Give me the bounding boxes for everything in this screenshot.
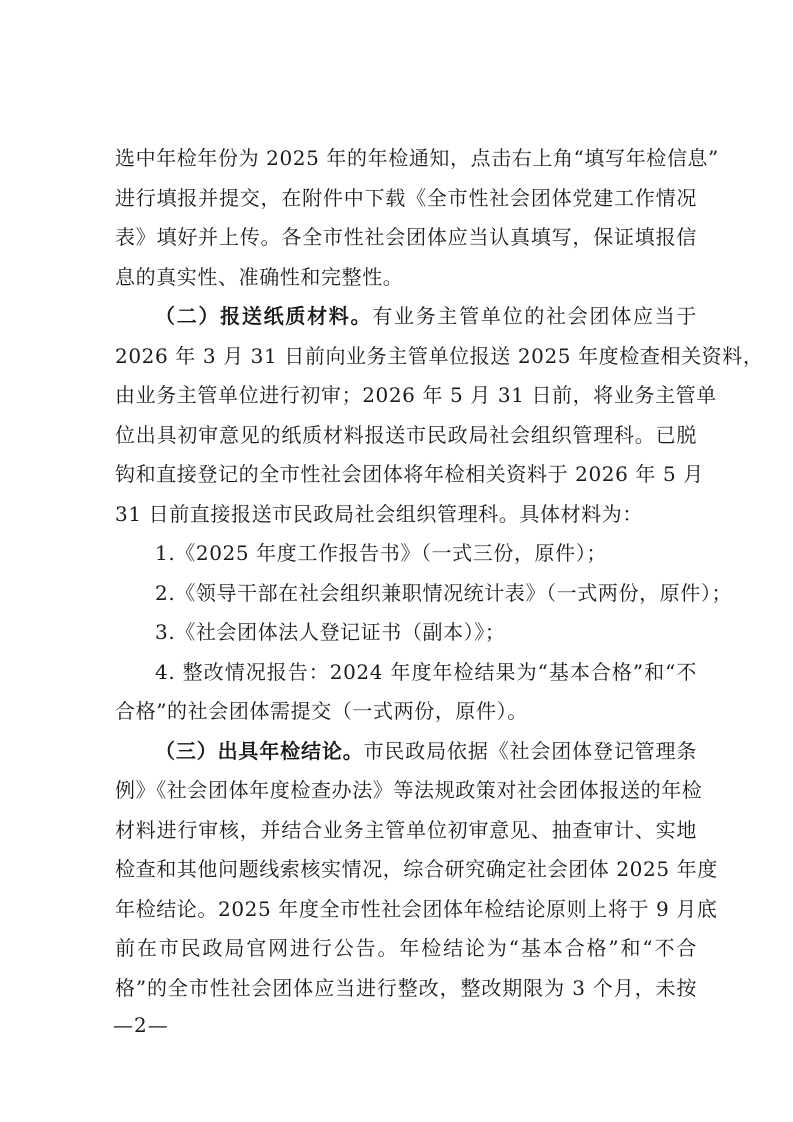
list-item: 2.《领导干部在社会组织兼职情况统计表》（一式两份，原件）； bbox=[155, 580, 733, 605]
paragraph-line: 检查和其他问题线索核实情况，综合研究确定社会团体 2025 年度 bbox=[115, 857, 718, 881]
section-2-heading: （二）报送纸质材料。 bbox=[155, 304, 373, 328]
paragraph-line: 31 日前直接报送市民政局社会组织管理科。具体材料为： bbox=[115, 501, 644, 526]
list-item: 3.《社会团体法人登记证书（副本）》； bbox=[155, 620, 506, 644]
section-3-heading: （三）出具年检结论。 bbox=[155, 738, 364, 763]
paragraph-line: 由业务主管单位进行初审；2026 年 5 月 31 日前，将业务主管单 bbox=[115, 383, 717, 407]
page-number: —2— bbox=[113, 1013, 169, 1037]
paragraph-line: 格”的全市性社会团体应当进行整改，整改期限为 3 个月，未按 bbox=[115, 975, 697, 1000]
section-2-first-line-text: 有业务主管单位的社会团体应当于 bbox=[372, 304, 697, 328]
paragraph-line: 年检结论。2025 年度全市性社会团体年检结论原则上将于 9 月底 bbox=[115, 896, 718, 921]
paragraph-line: 钩和直接登记的全市性社会团体将年检相关资料于 2026 年 5 月 bbox=[115, 462, 704, 486]
paragraph-line: 息的真实性、准确性和完整性。 bbox=[115, 264, 404, 289]
list-item-continuation: 合格”的社会团体需提交（一式两份，原件）。 bbox=[115, 699, 528, 723]
paragraph-line: 例》《社会团体年度检查办法》等法规政策对社会团体报送的年检 bbox=[115, 778, 703, 802]
section-2-first-line bbox=[115, 297, 697, 337]
paragraph-line: 2026 年 3 月 31 日前向业务主管单位报送 2025 年度检查相关资料， bbox=[115, 343, 764, 368]
paragraph-line: 表》填好并上传。各全市性社会团体应当认真填写，保证填报信 bbox=[115, 225, 697, 249]
paragraph-line: 位出具初审意见的纸质材料报送市民政局社会组织管理科。已脱 bbox=[115, 422, 697, 447]
section-3-first-line-text: 市民政局依据《社会团体登记管理条 bbox=[363, 738, 697, 763]
list-item: 1.《2025 年度工作报告书》（一式三份，原件）； bbox=[155, 541, 607, 565]
paragraph-line: 材料进行审核，并结合业务主管单位初审意见、抽查审计、实地 bbox=[115, 817, 697, 842]
paragraph-line: 前在市民政局官网进行公告。年检结论为“基本合格”和“不合 bbox=[115, 936, 697, 960]
paragraph-line: 选中年检年份为 2025 年的年检通知，点击右上角“填写年检信息” bbox=[115, 146, 719, 170]
document-body bbox=[115, 139, 764, 1008]
paragraph-line: 进行填报并提交，在附件中下载《全市性社会团体党建工作情况 bbox=[115, 185, 697, 210]
section-3-first-line bbox=[115, 732, 697, 772]
list-item: 4. 整改情况报告：2024 年度年检结果为“基本合格”和“不 bbox=[155, 659, 697, 684]
